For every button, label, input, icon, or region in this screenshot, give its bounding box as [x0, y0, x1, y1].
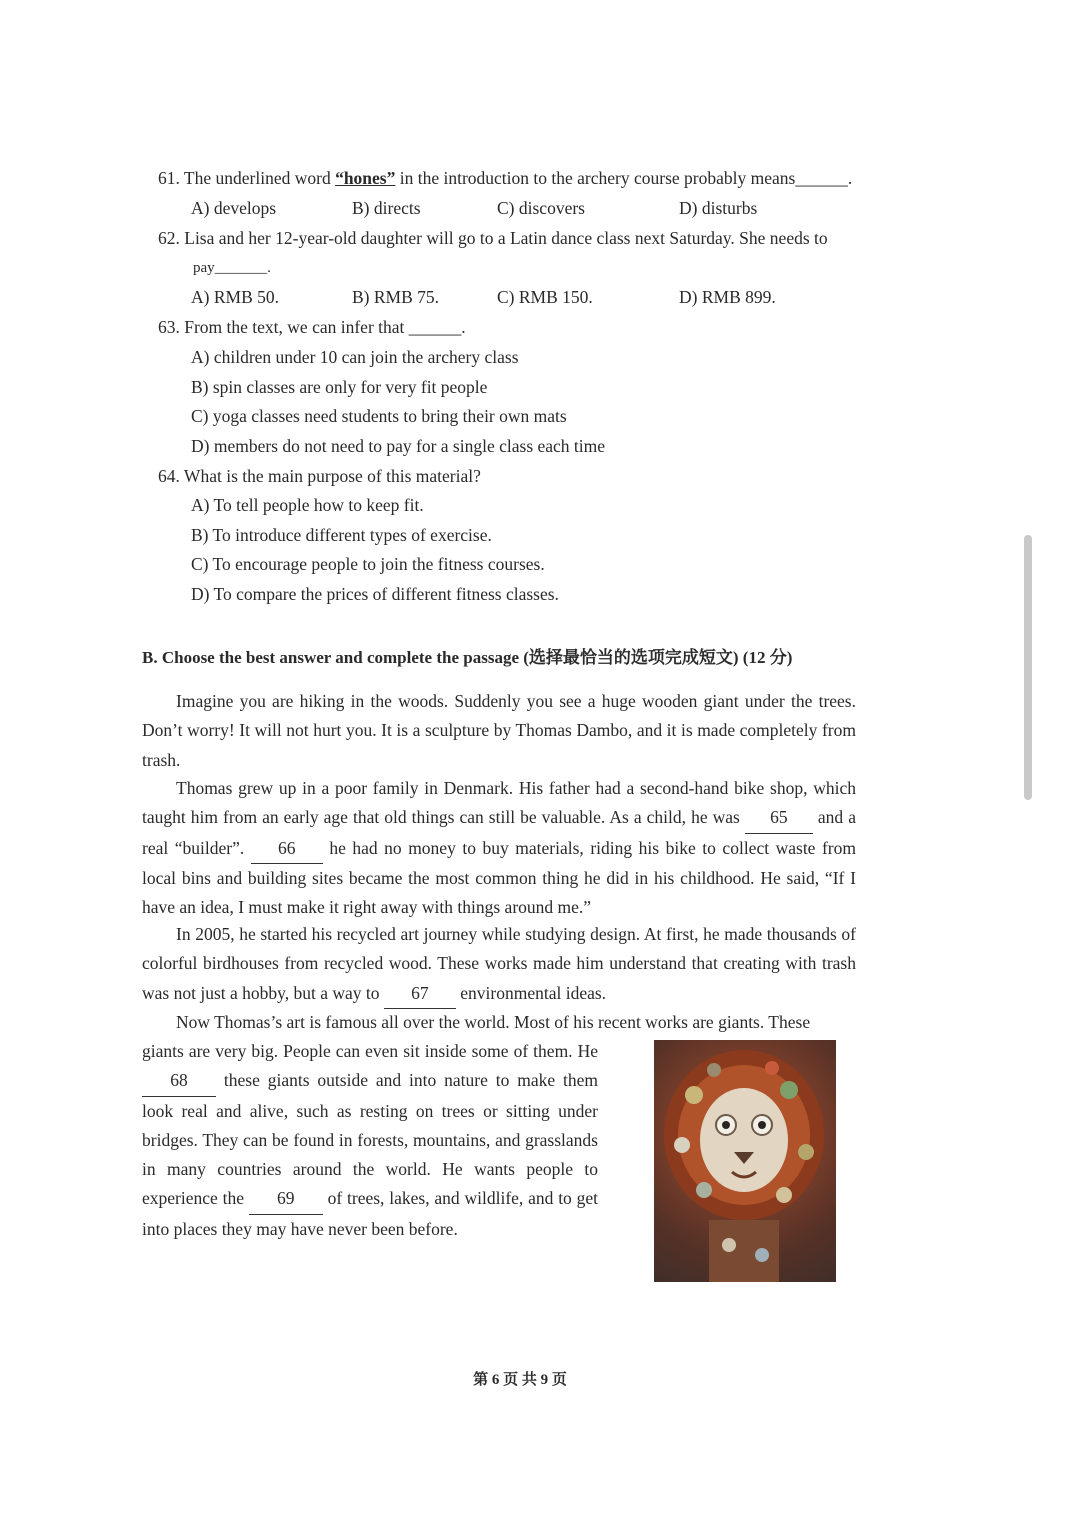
option-62-b: B) RMB 75. — [352, 287, 440, 307]
paragraph-3-text-b: environmental ideas. — [455, 982, 607, 1003]
passage-paragraph-1 — [142, 687, 856, 775]
paragraph-2-text-b: and a real “builder”. — [142, 807, 856, 858]
option-61-b: B) directs — [352, 198, 421, 218]
option-64-b: B) To introduce different types of exercise. — [191, 525, 492, 545]
paragraph-4-text-b: these giants outside and into nature to make them look real and alive, such as resting on trees or sitting under bridges. They can be found in forests, mountains, and grasslands in many countries around the world. He wants people to experience the — [142, 1070, 598, 1209]
option-63-a: A) children under 10 can join the archery class — [191, 347, 519, 367]
question-64: 64. What is the main purpose of this material? — [158, 466, 481, 486]
option-61-a: A) develops — [191, 198, 277, 218]
page-number: 第 6 页 共 9 页 — [473, 1372, 567, 1388]
blank-66: 66 — [251, 834, 323, 864]
blank-67: 67 — [384, 979, 456, 1009]
paragraph-4-text-line1: Now Thomas’s art is famous all over the world. Most of his recent works are giants. These — [176, 1012, 811, 1032]
option-63-b: B) spin classes are only for very fit people — [191, 377, 488, 397]
question-63: 63. From the text, we can infer that ______. — [158, 317, 466, 337]
option-62-a: A) RMB 50. — [191, 287, 279, 307]
option-64-a: A) To tell people how to keep fit. — [191, 495, 424, 515]
passage-paragraph-4 — [142, 1037, 598, 1244]
blank-69: 69 — [249, 1184, 323, 1214]
passage-paragraph-3 — [142, 920, 856, 1009]
lion-sculpture-photo — [654, 1040, 836, 1282]
passage-paragraph-2 — [142, 774, 856, 922]
blank-68: 68 — [142, 1066, 216, 1096]
paragraph-1-text: Imagine you are hiking in the woods. Suddenly you see a huge wooden giant under the trees. Don’t worry! It will not hurt you. It is a sculpture by Thomas Dambo, and it is made completely from trash. — [142, 691, 856, 770]
option-63-c: C) yoga classes need students to bring their own mats — [191, 406, 567, 426]
question-61-text-pre: 61. The underlined word — [158, 168, 336, 188]
question-61 — [158, 167, 852, 189]
underlined-word: “hones” — [335, 168, 396, 188]
question-61-text-post: in the introduction to the archery course probably means______. — [395, 168, 853, 188]
option-62-d: D) RMB 899. — [679, 287, 776, 307]
paragraph-3-text-a: In 2005, he started his recycled art journey while studying design. At first, he made thousands of colorful birdhouses from recycled wood. These works made him understand that creating with trash was not just a hobby, but a way to — [142, 924, 856, 1003]
option-61-d: D) disturbs — [679, 198, 758, 218]
option-64-d: D) To compare the prices of different fitness classes. — [191, 584, 559, 604]
vertical-scrollbar[interactable] — [1024, 535, 1032, 800]
lion-sculpture-illustration — [654, 1040, 836, 1282]
question-62-line2: pay_______. — [193, 260, 271, 276]
question-62: 62. Lisa and her 12-year-old daughter will go to a Latin dance class next Saturday. She needs to — [158, 228, 828, 248]
option-62-c: C) RMB 150. — [497, 287, 593, 307]
blank-65: 65 — [745, 803, 813, 833]
option-63-d: D) members do not need to pay for a single class each time — [191, 436, 606, 456]
passage-paragraph-4-line-1 — [142, 1008, 856, 1037]
option-64-c: C) To encourage people to join the fitness courses. — [191, 554, 545, 574]
section-b-title: B. Choose the best answer and complete the passage (选择最恰当的选项完成短文) (12 分) — [142, 648, 793, 667]
option-61-c: C) discovers — [497, 198, 585, 218]
paragraph-2-text-a: Thomas grew up in a poor family in Denmark. His father had a second-hand bike shop, which taught him from an early age that old things can still be valuable. As a child, he was — [142, 778, 856, 828]
paragraph-4-text-c: of trees, lakes, and wildlife, and to get into places they may have never been before. — [142, 1188, 598, 1239]
paragraph-4-text-a: giants are very big. People can even sit inside some of them. He — [142, 1041, 598, 1061]
paragraph-2-text-c: he had no money to buy materials, riding his bike to collect waste from local bins and building sites became the most common thing he did in his childhood. He said, “If I have an idea, I must make it right away with things around me.” — [142, 837, 857, 918]
